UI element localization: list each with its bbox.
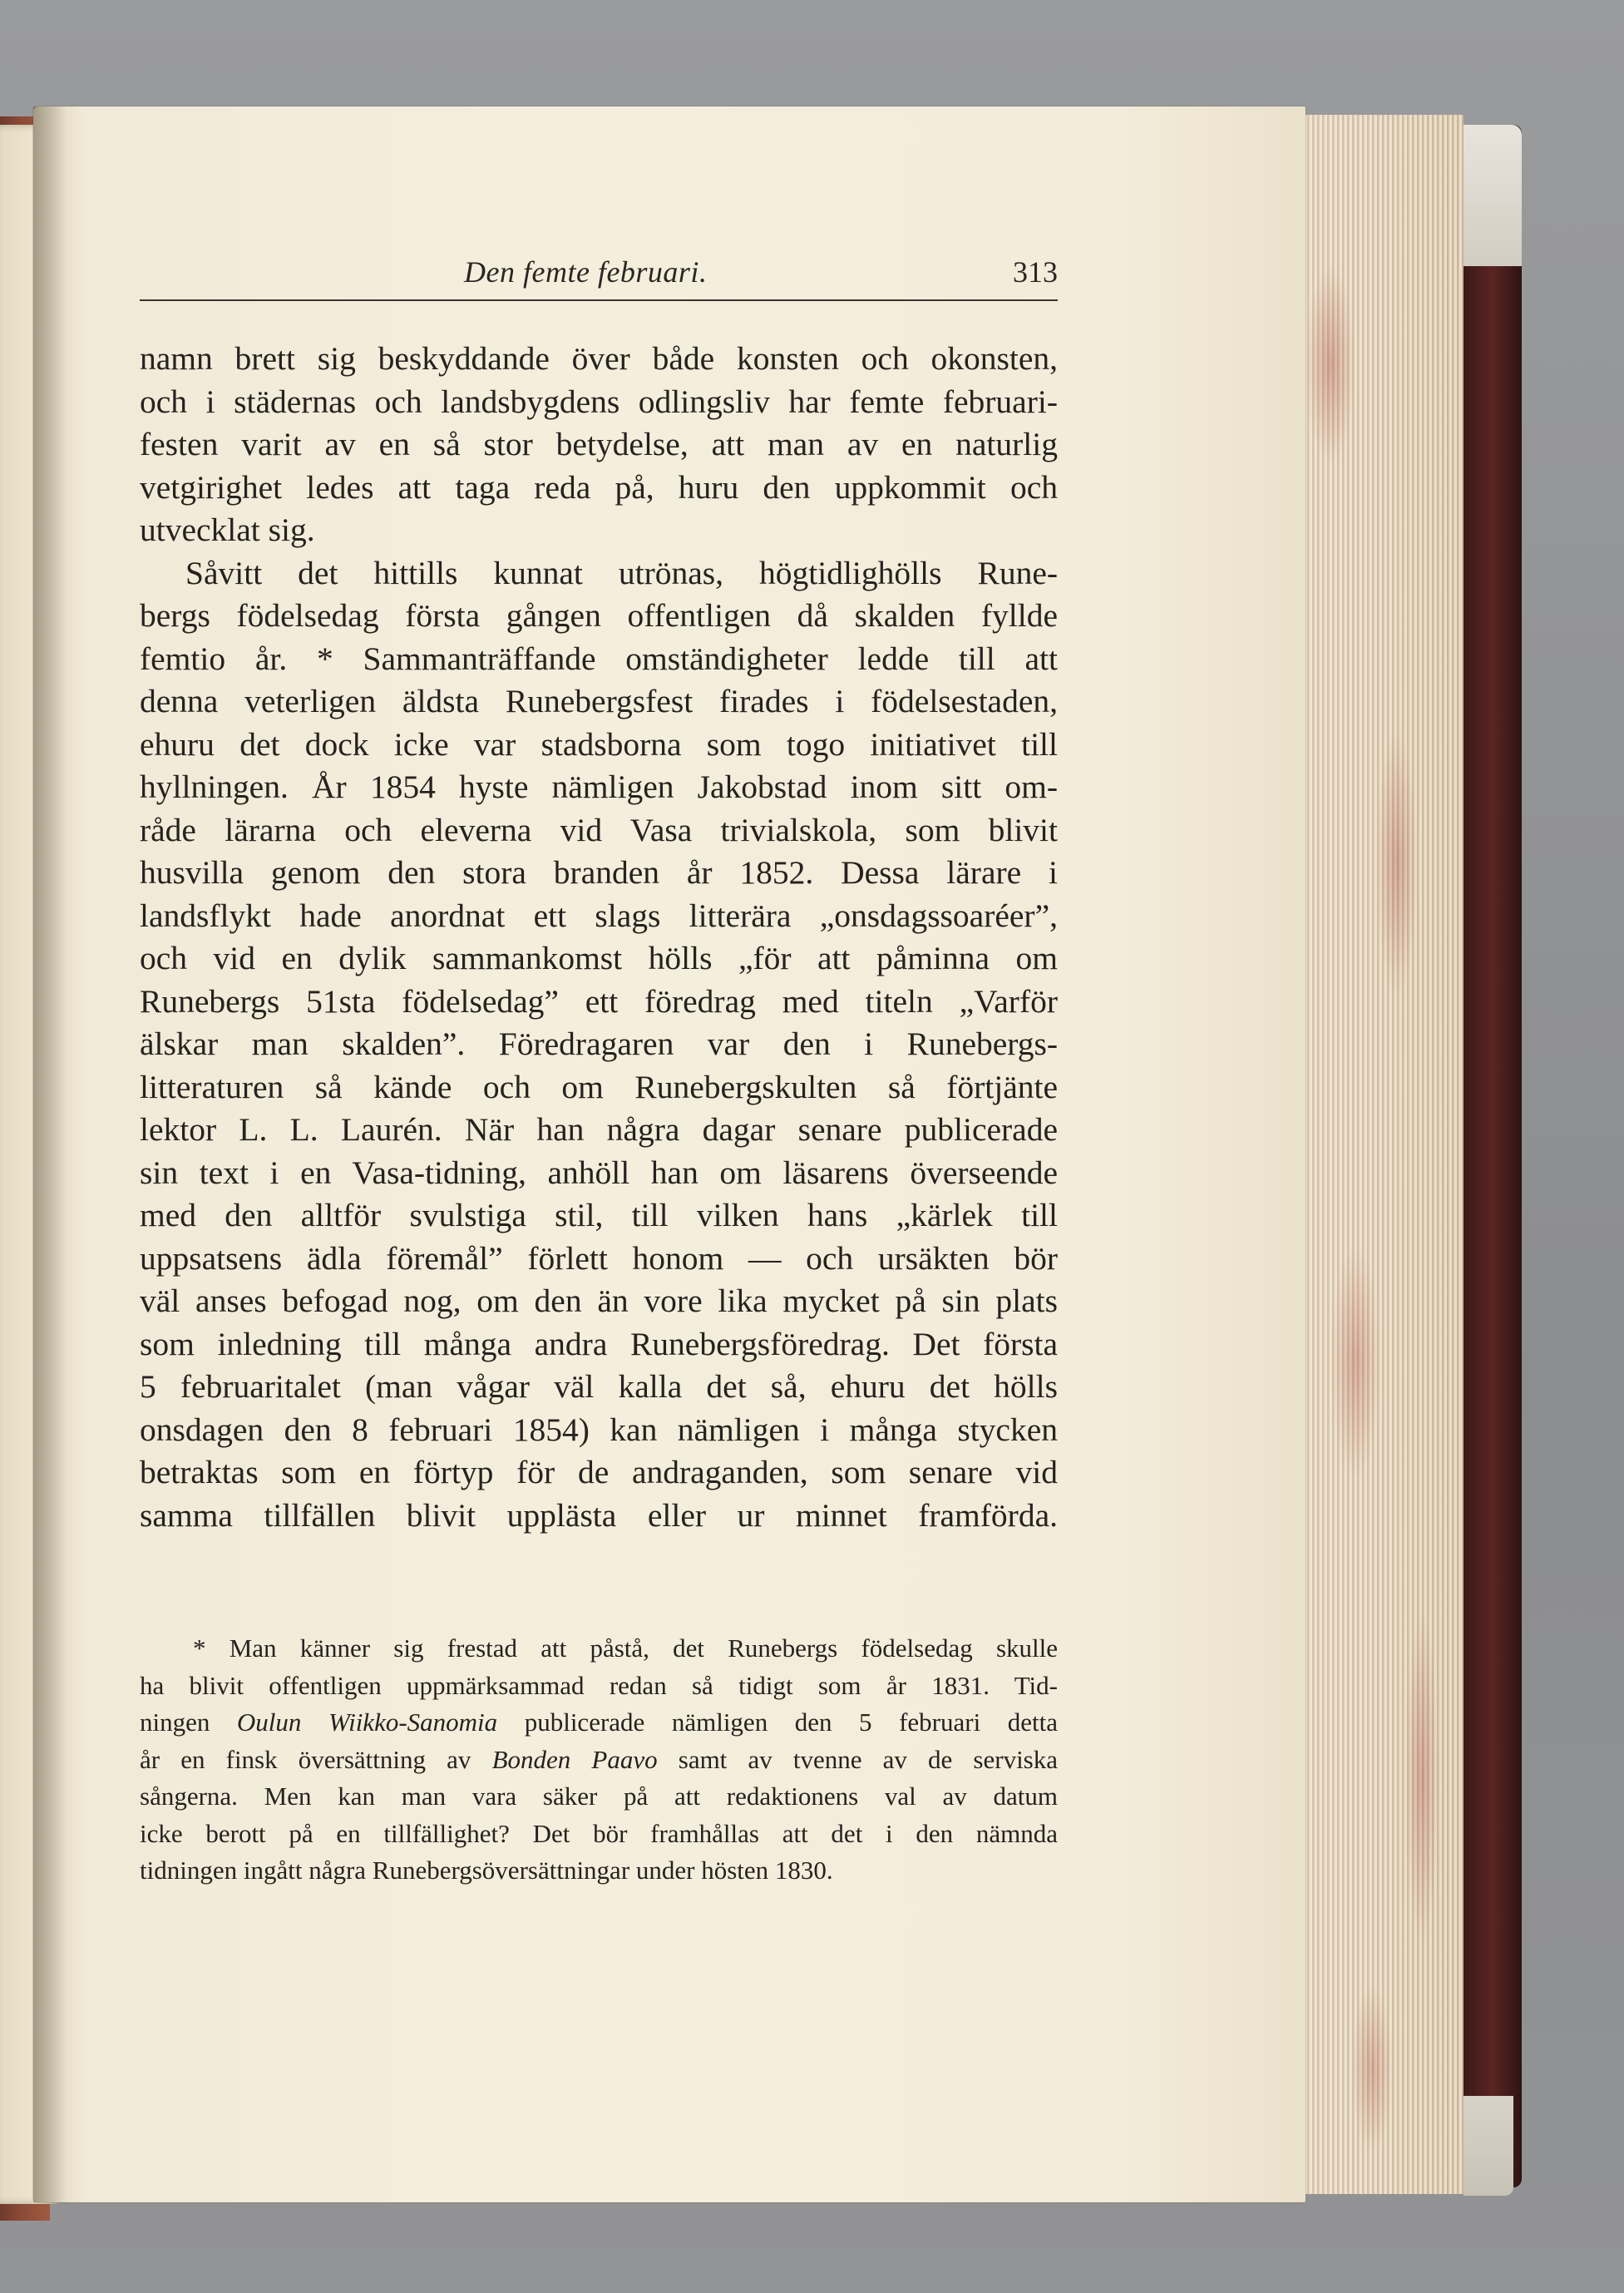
footnote-line: tidningen ingått några Runebergsöversättningar under hösten 1830.: [140, 1856, 833, 1885]
footnote-title-italic: Oulun Wiikko-Sanomia: [236, 1707, 498, 1737]
text-line: och vid en dylik sammankomst hölls „för att påminna om: [140, 940, 1058, 976]
text-line: vetgirighet ledes att taga reda på, huru den uppkommit och: [140, 468, 1058, 506]
footnote-text: ningen: [140, 1707, 237, 1737]
header-rule: [140, 299, 1058, 301]
text-line: litteraturen så kände och om Runebergskulten så förtjänte: [140, 1068, 1058, 1105]
text-line: Såvitt det hittills kunnat utrönas, högtidlighölls Rune-: [185, 554, 1058, 591]
running-header: [140, 250, 1058, 299]
text-line: husvilla genom den stora branden år 1852. Dessa lärare i: [140, 854, 1058, 891]
text-line: med den alltför svulstiga stil, till vilken hans „kärlek till: [140, 1197, 1058, 1233]
footnote-text: publicerade nämligen den 5 februari detta: [497, 1707, 1058, 1737]
text-line: samma tillfällen blivit upplästa eller ur minnet framförda.: [140, 1496, 1058, 1534]
text-line: väl anses befogad nog, om den än vore lika mycket på sin plats: [140, 1282, 1058, 1319]
footnote-line: [140, 1742, 1058, 1779]
text-line: lektor L. L. Laurén. När han några dagar senare publicerade: [140, 1111, 1058, 1148]
text-line: råde lärarna och eleverna vid Vasa trivialskola, som blivit: [140, 811, 1058, 848]
body-text: [140, 338, 1058, 1537]
running-title: Den femte februari.: [464, 255, 708, 289]
footnote-line: icke berott på en tillfällighet? Det bör framhållas att det i den nämnda: [140, 1818, 1058, 1848]
text-line: betraktas som en förtyp för de andraganden, som senare vid: [140, 1454, 1058, 1490]
text-line: sin text i en Vasa-tidning, anhöll han om läsarens överseende: [140, 1154, 1058, 1191]
text-line: denna veterligen äldsta Runebergsfest firades i födelsestaden,: [140, 683, 1058, 719]
cover-corner-top: [1464, 125, 1522, 266]
text-line: älskar man skalden”. Föredragaren var den i Runebergs-: [140, 1025, 1058, 1062]
page-number: 313: [1013, 255, 1058, 289]
text-line: uppsatsens ädla föremål” förlett honom — och ursäkten bör: [140, 1239, 1058, 1277]
text-line: och i städernas och landsbygdens odlingsliv har femte februari-: [140, 383, 1058, 420]
text-line: bergs födelsedag första gången offentligen då skalden fyllde: [140, 597, 1058, 634]
text-line: landsflykt hade anordnat ett slags litterära „onsdagssoaréer”,: [140, 897, 1058, 934]
footnote-text: år en finsk översättning av: [140, 1744, 492, 1774]
text-line: femtio år. * Sammanträffande omständigheter ledde till att: [140, 640, 1058, 677]
footnote-title-italic: Bonden Paavo: [491, 1744, 658, 1774]
text-line: festen varit av en så stor betydelse, att man av en naturlig: [140, 426, 1058, 462]
footnote-line: ha blivit offentligen uppmärksammad redan så tidigt som år 1831. Tid-: [140, 1670, 1058, 1700]
footnote-text: samt av tvenne av de serviska: [657, 1744, 1059, 1774]
footnote-line: sångerna. Men kan man vara säker på att redaktionens val av datum: [140, 1782, 1058, 1811]
gutter-shadow: [33, 106, 67, 2202]
text-line: Runebergs 51sta födelsedag” ett föredrag med titeln „Varför: [140, 982, 1058, 1020]
text-line: ehuru det dock icke var stadsborna som togo initiativet till: [140, 725, 1058, 763]
book-cover-right: [1464, 125, 1522, 2187]
text-line: hyllningen. År 1854 hyste nämligen Jakobstad inom sitt om-: [140, 768, 1058, 805]
footnote-line: * Man känner sig frestad att påstå, det Runebergs födelsedag skulle: [193, 1633, 1058, 1663]
text-line: onsdagen den 8 februari 1854) kan nämligen i många stycken: [140, 1411, 1058, 1448]
cover-corner-bottom: [1464, 2096, 1513, 2196]
text-line: namn brett sig beskyddande över både konsten och okonsten,: [140, 340, 1058, 377]
text-line: som inledning till många andra Runebergsföredrag. Det första: [140, 1325, 1058, 1362]
text-line: utvecklat sig.: [140, 511, 315, 548]
footnote-line: [140, 1704, 1058, 1742]
text-line: 5 februaritalet (man vågar väl kalla det så, ehuru det hölls: [140, 1368, 1058, 1405]
footnote: [140, 1630, 1058, 1890]
marbled-edge-pattern: [1297, 115, 1464, 2194]
